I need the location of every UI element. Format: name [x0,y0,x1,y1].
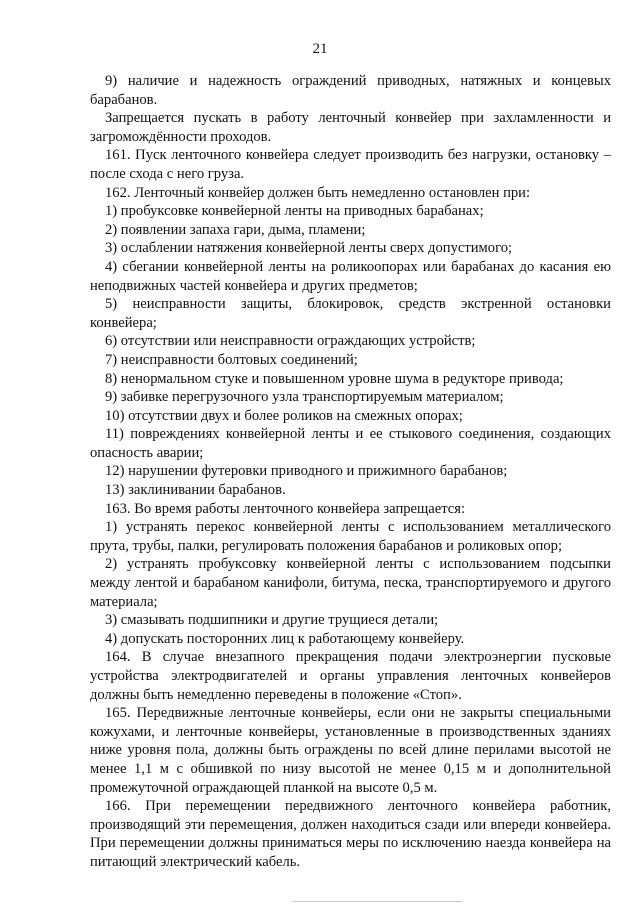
paragraph-166: 166. При перемещении передвижного ленточного конвейера работник, производящий эти перемещения, должен находиться сзади или впереди конвейера. При перемещении должны приниматься меры по исключению наезда конвейера на питающий электрический кабель. [90,798,611,870]
list-item-163-1: 1) устранять перекос конвейерной ленты с использованием металлического прута, трубы, палки, регулировать положения барабанов и роликовых опор; [90,519,611,554]
list-item-162-12: 12) нарушении футеровки приводного и прижимного барабанов; [105,463,508,480]
paragraph-162: 162. Ленточный конвейер должен быть немедленно остановлен при: [105,184,531,201]
list-item-163-4: 4) допускать посторонних лиц к работающему конвейеру. [105,630,465,647]
paragraph-165: 165. Передвижные ленточные конвейеры, если они не закрыты специальными кожухами, и ленточные конвейеры, установленные в производственных зданиях ниже уровня пола, должны быть ограждены по всей длине перилами высотой не менее 1,1 м с обшивкой по низу высотой не менее 0,15 м и дополнительной промежуточной ограждающей планкой на высоте 0,5 м. [90,705,611,796]
document-body [90,72,611,872]
list-item-163-2: 2) устранять пробуксовку конвейерной ленты с использованием подсыпки между лентой и барабаном канифоли, битума, песка, транспортируемого и другого материала; [90,556,611,610]
list-item-162-6: 6) отсутствии или неисправности ограждающих устройств; [105,333,476,350]
list-item-162-5: 5) неисправности защиты, блокировок, средств экстренной остановки конвейера; [90,296,611,331]
list-item-162-4: 4) сбегании конвейерной ленты на роликоопорах или барабанах до касания ею неподвижных частей конвейера и других предметов; [90,258,611,294]
list-item-162-7: 7) неисправности болтовых соединений; [105,351,358,368]
list-item-162-1: 1) пробуксовке конвейерной ленты на приводных барабанах; [105,203,484,220]
paragraph-item-9-fencing: 9) наличие и надежность ограждений приводных, натяжных и концевых барабанов. [90,73,611,108]
list-item-162-10: 10) отсутствии двух и более роликов на смежных опорах; [105,407,463,424]
list-item-162-9: 9) забивке перегрузочного узла транспортируемым материалом; [105,389,504,406]
paragraph-164: 164. В случае внезапного прекращения подачи электроэнергии пусковые устройства электродвигателей и органы управления ленточных конвейеров должны быть немедленно переведены в положение «Стоп». [90,649,611,703]
page-number: 21 [312,41,328,57]
list-item-162-11: 11) повреждениях конвейерной ленты и ее стыкового соединения, создающих опасность аварии; [90,426,611,461]
list-item-162-8: 8) ненормальном стуке и повышенном уровне шума в редукторе привода; [105,370,564,387]
list-item-162-3: 3) ослаблении натяжения конвейерной ленты сверх допустимого; [105,240,513,257]
paragraph-163: 163. Во время работы ленточного конвейера запрещается: [105,500,466,517]
list-item-162-2: 2) появлении запаха гари, дыма, пламени; [105,221,366,238]
list-item-163-3: 3) смазывать подшипники и другие трущиеся детали; [105,612,439,629]
scan-edge-line [292,901,462,902]
list-item-162-13: 13) заклинивании барабанов. [105,482,286,499]
paragraph-161: 161. Пуск ленточного конвейера следует производить без нагрузки, остановку – после схода с него груза. [90,147,611,182]
paragraph-prohibition-clutter: Запрещается пускать в работу ленточный конвейер при захламленности и загромождённости проходов. [90,110,611,145]
